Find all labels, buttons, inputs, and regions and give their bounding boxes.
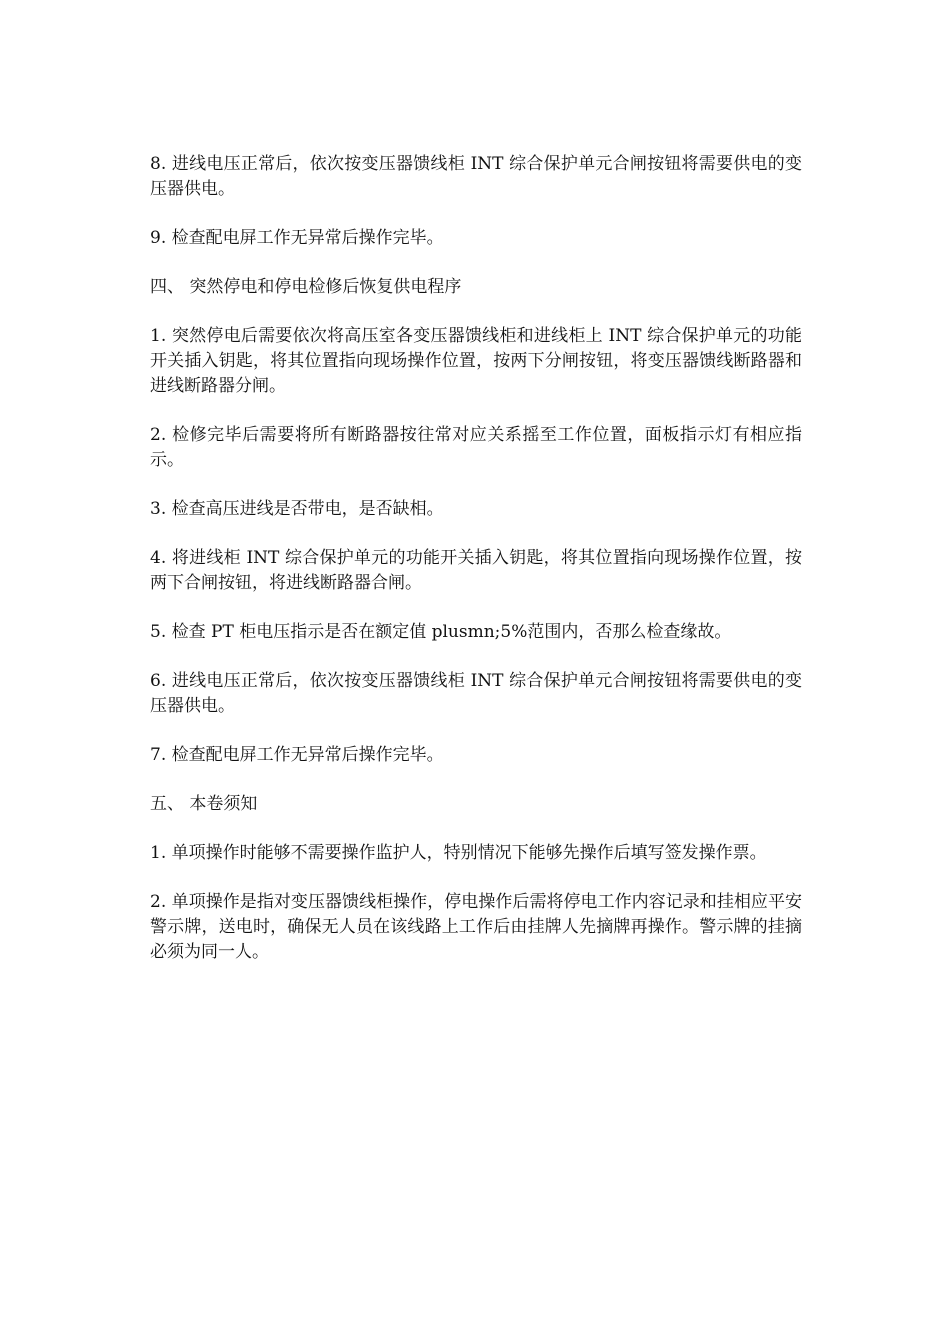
- section-5-heading: 五、 本卷须知: [150, 794, 258, 814]
- section-4-step-1: 1. 突然停电后需要依次将高压室各变压器馈线柜和进线柜上 INT 综合保护单元的功能开关插入钥匙，将其位置指向现场操作位置，按两下分闸按钮，将变压器馈线断路器和进线断路器分闸。: [150, 326, 802, 396]
- section-4-step-7: 7. 检查配电屏工作无异常后操作完毕。: [150, 745, 444, 765]
- section-5-note-1: 1. 单项操作时能够不需要操作监护人，特别情况下能够先操作后填写签发操作票。: [150, 843, 767, 863]
- section-4-step-4: 4. 将进线柜 INT 综合保护单元的功能开关插入钥匙，将其位置指向现场操作位置，按两下合闸按钮，将进线断路器合闸。: [150, 548, 802, 593]
- document-body: [150, 152, 802, 989]
- section-4-step-3: 3. 检查高压进线是否带电，是否缺相。: [150, 499, 444, 519]
- section-4-step-2: 2. 检修完毕后需要将所有断路器按往常对应关系摇至工作位置，面板指示灯有相应指示。: [150, 425, 802, 470]
- section-5-note-2: 2. 单项操作是指对变压器馈线柜操作，停电操作后需将停电工作内容记录和挂相应平安警示牌，送电时，确保无人员在该线路上工作后由挂牌人先摘牌再操作。警示牌的挂摘必须为同一人。: [150, 892, 802, 962]
- step-8-paragraph: 8. 进线电压正常后，依次按变压器馈线柜 INT 综合保护单元合闸按钮将需要供电的变压器供电。: [150, 154, 802, 199]
- section-4-step-5: 5. 检查 PT 柜电压指示是否在额定值 plusmn;5%范围内，否那么检查缘故。: [150, 622, 732, 642]
- section-4-heading: 四、 突然停电和停电检修后恢复供电程序: [150, 277, 462, 297]
- step-9-paragraph: 9. 检查配电屏工作无异常后操作完毕。: [150, 228, 444, 248]
- section-4-step-6: 6. 进线电压正常后，依次按变压器馈线柜 INT 综合保护单元合闸按钮将需要供电的变压器供电。: [150, 671, 802, 716]
